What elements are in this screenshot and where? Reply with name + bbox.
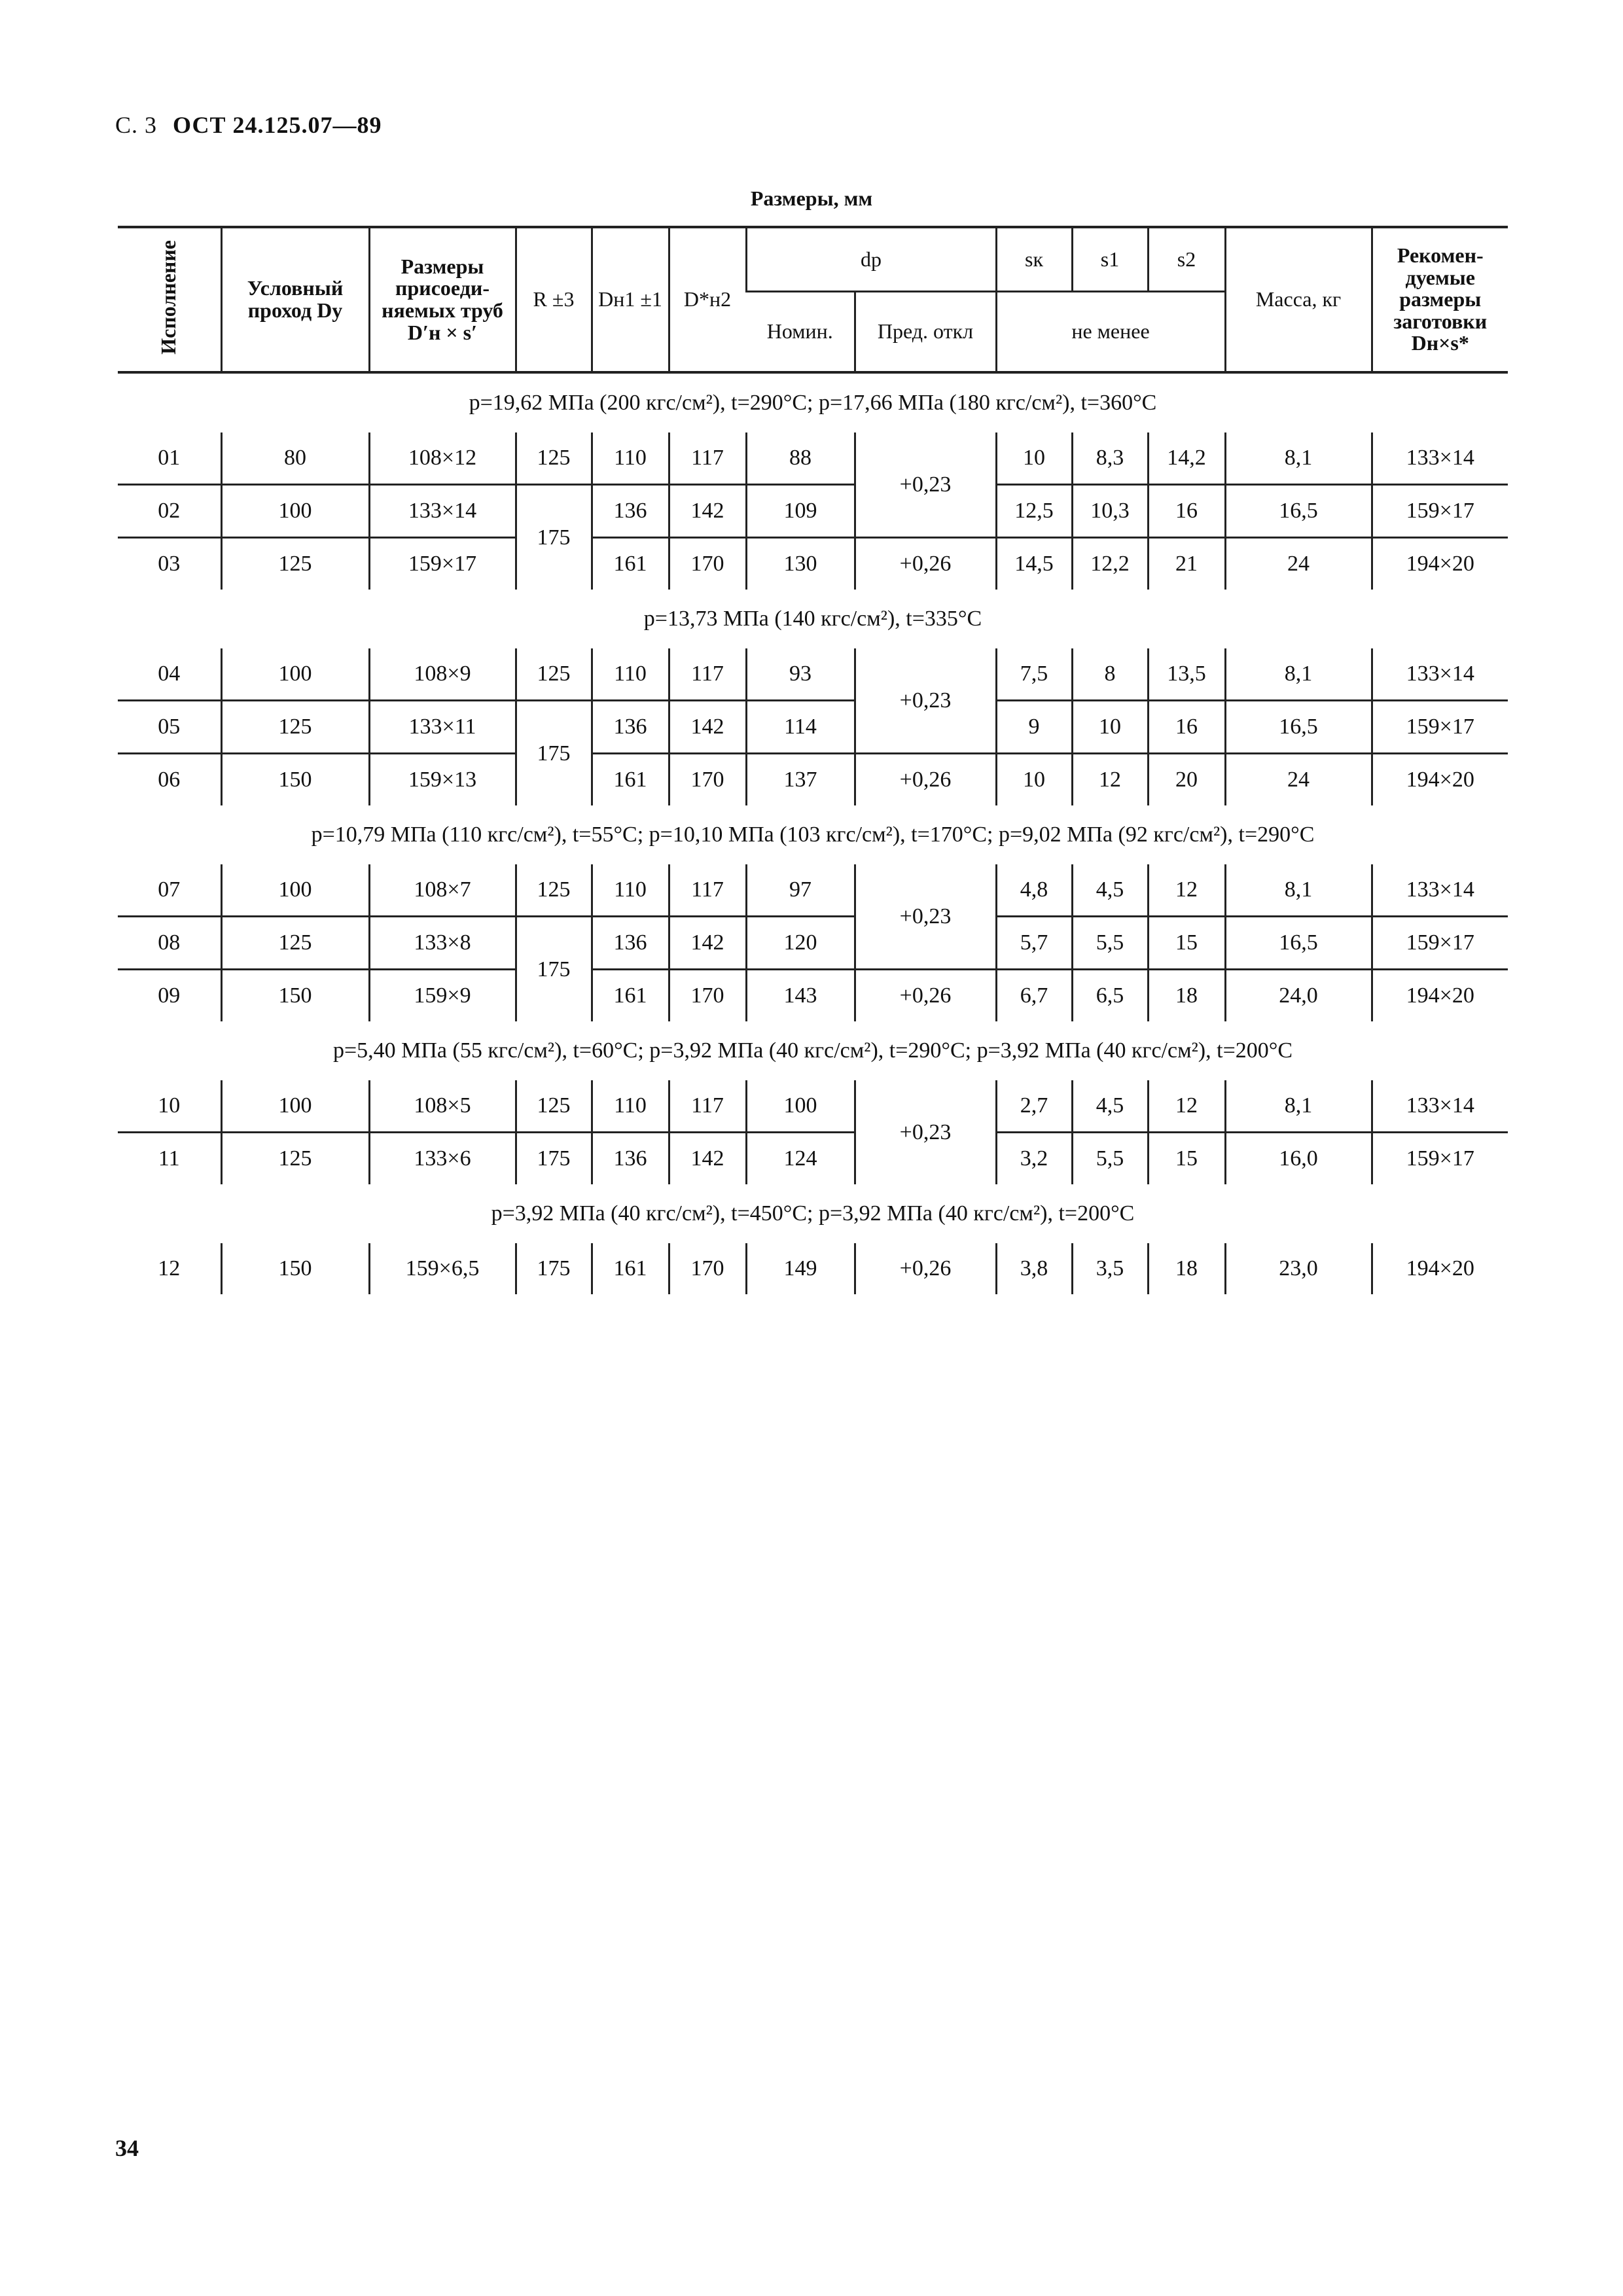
table-row xyxy=(118,485,1508,538)
cell-id: 04 xyxy=(158,662,181,686)
cell-dp: 93 xyxy=(746,648,855,701)
cell-pipe: 133×8 xyxy=(369,917,516,970)
cell-blank: 194×20 xyxy=(1372,970,1508,1022)
cell-s1: 12 xyxy=(1072,754,1148,806)
cell-s2: 12 xyxy=(1148,864,1225,917)
table-row xyxy=(118,864,1508,917)
cell-pipe: 133×6 xyxy=(369,1133,516,1185)
condition-text: p=13,73 МПа (140 кгс/см²), t=335°C xyxy=(643,607,982,631)
cell-r: 125 xyxy=(516,1080,592,1133)
cell-dn2: 170 xyxy=(669,1243,746,1294)
col-s2: s2 xyxy=(1148,227,1225,292)
cell-dy: 100 xyxy=(221,485,369,538)
col-s1: s1 xyxy=(1072,227,1148,292)
condition-text: p=19,62 МПа (200 кгс/см²), t=290°C; p=17,66 МПа (180 кгс/см²), t=360°C xyxy=(469,391,1157,415)
cell-id: 05 xyxy=(118,701,221,754)
cell-pipe: 133×14 xyxy=(369,485,516,538)
col-dp: dр xyxy=(746,227,996,292)
cell-mass: 8,1 xyxy=(1225,648,1372,701)
cell-blank: 159×17 xyxy=(1372,485,1508,538)
col-r: R ±3 xyxy=(516,227,592,372)
cell-sk: 3,8 xyxy=(996,1243,1072,1294)
cell-dn1: 136 xyxy=(592,485,669,538)
cell-s2: 13,5 xyxy=(1148,648,1225,701)
cell-s2: 18 xyxy=(1148,1243,1225,1294)
cell-pipe: 159×9 xyxy=(369,970,516,1022)
cell-pipe: 159×13 xyxy=(369,754,516,806)
cell-pipe: 159×17 xyxy=(369,538,516,590)
cell-id: 08 xyxy=(118,917,221,970)
cell-dp: 137 xyxy=(746,754,855,806)
cell-sk: 10 xyxy=(996,754,1072,806)
cell-dp: 100 xyxy=(746,1080,855,1133)
cell-s1: 5,5 xyxy=(1072,1133,1148,1185)
cell-s2: 14,2 xyxy=(1148,433,1225,485)
cell-dn2: 142 xyxy=(669,1133,746,1185)
cell-mass: 8,1 xyxy=(1225,864,1372,917)
cell-dn2: 142 xyxy=(669,485,746,538)
page-header xyxy=(115,111,382,139)
table-row xyxy=(118,1243,1508,1294)
table-row xyxy=(118,754,1508,806)
cell-r: 175 xyxy=(516,1243,592,1294)
cell-dy: 125 xyxy=(221,701,369,754)
condition-row xyxy=(118,372,1508,433)
col-s-note: не менее xyxy=(996,292,1225,373)
cell-mass: 23,0 xyxy=(1225,1243,1372,1294)
cell-s1: 4,5 xyxy=(1072,864,1148,917)
cell-id: 12 xyxy=(158,1256,181,1280)
col-dp-nom: Номин. xyxy=(746,292,855,373)
cell-r: 125 xyxy=(516,433,592,485)
col-pipes: Размеры присоеди-няемых труб D′н × s′ xyxy=(369,227,516,372)
cell-id: 09 xyxy=(118,970,221,1022)
cell-sk: 6,7 xyxy=(996,970,1072,1022)
col-dy: Условный проход Dу xyxy=(221,227,369,372)
cell-dn2: 117 xyxy=(669,433,746,485)
cell-sk: 3,2 xyxy=(996,1133,1072,1185)
cell-sk: 2,7 xyxy=(996,1080,1072,1133)
cell-mass: 24 xyxy=(1225,754,1372,806)
col-dp-tol: Пред. откл xyxy=(855,292,996,373)
cell-dn1: 136 xyxy=(592,701,669,754)
cell-r: 175 xyxy=(516,485,592,590)
cell-dn1: 161 xyxy=(592,754,669,806)
cell-tol: +0,23 xyxy=(855,648,996,754)
cell-tol: +0,26 xyxy=(855,754,996,806)
cell-s1: 3,5 xyxy=(1072,1243,1148,1294)
condition-row xyxy=(118,590,1508,648)
cell-dy: 150 xyxy=(221,1243,369,1294)
cell-mass: 16,5 xyxy=(1225,917,1372,970)
cell-blank: 133×14 xyxy=(1372,433,1508,485)
cell-dp: 120 xyxy=(746,917,855,970)
condition-text: p=10,79 МПа (110 кгс/см²), t=55°C; p=10,10 МПа (103 кгс/см²), t=170°C; p=9,02 МПа (92 кгс/см²), t=290°C xyxy=(311,822,1315,847)
cell-s2: 21 xyxy=(1148,538,1225,590)
cell-dp: 149 xyxy=(746,1243,855,1294)
cell-pipe: 159×6,5 xyxy=(369,1243,516,1294)
cell-sk: 4,8 xyxy=(996,864,1072,917)
cell-tol: +0,26 xyxy=(855,538,996,590)
condition-text: p=3,92 МПа (40 кгс/см²), t=450°C; p=3,92 МПа (40 кгс/см²), t=200°C xyxy=(491,1201,1135,1226)
cell-id: 03 xyxy=(118,538,221,590)
cell-mass: 8,1 xyxy=(1225,1080,1372,1133)
cell-s2: 16 xyxy=(1148,485,1225,538)
cell-dn2: 170 xyxy=(669,538,746,590)
cell-id: 01 xyxy=(158,446,181,470)
cell-dn2: 117 xyxy=(669,864,746,917)
cell-blank: 133×14 xyxy=(1372,864,1508,917)
cell-s1: 4,5 xyxy=(1072,1080,1148,1133)
cell-tol: +0,23 xyxy=(855,433,996,538)
cell-sk: 5,7 xyxy=(996,917,1072,970)
cell-id: 11 xyxy=(118,1133,221,1185)
standard-code: ОСТ 24.125.07—89 xyxy=(173,112,382,138)
cell-s2: 15 xyxy=(1148,1133,1225,1185)
cell-dy: 125 xyxy=(221,538,369,590)
cell-dy: 100 xyxy=(221,648,369,701)
cell-sk: 10 xyxy=(996,433,1072,485)
cell-dy: 150 xyxy=(221,754,369,806)
cell-mass: 24 xyxy=(1225,538,1372,590)
cell-r: 125 xyxy=(516,648,592,701)
cell-s1: 5,5 xyxy=(1072,917,1148,970)
cell-dp: 88 xyxy=(746,433,855,485)
col-dn1: Dн1 ±1 xyxy=(592,227,669,372)
cell-mass: 24,0 xyxy=(1225,970,1372,1022)
cell-dp: 124 xyxy=(746,1133,855,1185)
cell-dn2: 170 xyxy=(669,970,746,1022)
cell-dn1: 110 xyxy=(592,648,669,701)
cell-tol: +0,23 xyxy=(855,864,996,970)
table-row xyxy=(118,538,1508,590)
col-dn2: D*н2 xyxy=(669,227,746,372)
cell-tol: +0,23 xyxy=(855,1080,996,1184)
table-row xyxy=(118,917,1508,970)
cell-dy: 125 xyxy=(221,1133,369,1185)
cell-dn1: 136 xyxy=(592,917,669,970)
cell-s1: 8 xyxy=(1072,648,1148,701)
cell-pipe: 133×11 xyxy=(369,701,516,754)
cell-blank: 194×20 xyxy=(1372,754,1508,806)
cell-pipe: 108×12 xyxy=(369,433,516,485)
cell-dy: 150 xyxy=(221,970,369,1022)
cell-sk: 7,5 xyxy=(996,648,1072,701)
col-blank: Рекомен-дуемые размеры заготовки Dн×s* xyxy=(1372,227,1508,372)
cell-mass: 16,5 xyxy=(1225,485,1372,538)
cell-dy: 80 xyxy=(221,433,369,485)
cell-dn1: 136 xyxy=(592,1133,669,1185)
cell-blank: 194×20 xyxy=(1372,538,1508,590)
col-mass: Масса, кг xyxy=(1225,227,1372,372)
cell-dn1: 110 xyxy=(592,864,669,917)
cell-r: 175 xyxy=(516,1133,592,1185)
cell-pipe: 108×9 xyxy=(369,648,516,701)
page-number: 34 xyxy=(115,2135,139,2161)
cell-s1: 12,2 xyxy=(1072,538,1148,590)
cell-blank: 133×14 xyxy=(1372,1080,1508,1133)
cell-dp: 143 xyxy=(746,970,855,1022)
cell-blank: 159×17 xyxy=(1372,701,1508,754)
table-row xyxy=(118,1133,1508,1185)
cell-blank: 133×14 xyxy=(1372,648,1508,701)
cell-blank: 159×17 xyxy=(1372,917,1508,970)
page-label: С. 3 xyxy=(115,112,158,138)
cell-dy: 100 xyxy=(221,1080,369,1133)
table-row xyxy=(118,1080,1508,1133)
cell-mass: 8,1 xyxy=(1225,433,1372,485)
cell-s2: 18 xyxy=(1148,970,1225,1022)
cell-dy: 100 xyxy=(221,864,369,917)
cell-id: 10 xyxy=(158,1093,181,1118)
cell-blank: 194×20 xyxy=(1372,1243,1508,1294)
cell-dn1: 161 xyxy=(592,970,669,1022)
units-caption: Размеры, мм xyxy=(750,186,873,210)
cell-dp: 109 xyxy=(746,485,855,538)
cell-s2: 20 xyxy=(1148,754,1225,806)
cell-mass: 16,0 xyxy=(1225,1133,1372,1185)
cell-sk: 9 xyxy=(996,701,1072,754)
cell-sk: 12,5 xyxy=(996,485,1072,538)
cell-s1: 10 xyxy=(1072,701,1148,754)
cell-sk: 14,5 xyxy=(996,538,1072,590)
table-row xyxy=(118,648,1508,701)
cell-id: 06 xyxy=(118,754,221,806)
cell-s2: 15 xyxy=(1148,917,1225,970)
cell-s2: 12 xyxy=(1148,1080,1225,1133)
cell-dn2: 170 xyxy=(669,754,746,806)
cell-blank: 159×17 xyxy=(1372,1133,1508,1185)
col-ispolnenie: Исполнение xyxy=(118,227,221,372)
cell-s2: 16 xyxy=(1148,701,1225,754)
cell-dp: 114 xyxy=(746,701,855,754)
cell-s1: 6,5 xyxy=(1072,970,1148,1022)
cell-id: 02 xyxy=(118,485,221,538)
cell-tol: +0,26 xyxy=(855,970,996,1022)
cell-dn2: 142 xyxy=(669,701,746,754)
cell-r: 175 xyxy=(516,701,592,806)
cell-dp: 130 xyxy=(746,538,855,590)
cell-s1: 10,3 xyxy=(1072,485,1148,538)
cell-r: 125 xyxy=(516,864,592,917)
cell-r: 175 xyxy=(516,917,592,1022)
table-row xyxy=(118,433,1508,485)
condition-text: p=5,40 МПа (55 кгс/см²), t=60°C; p=3,92 МПа (40 кгс/см²), t=290°C; p=3,92 МПа (40 кгс/см²), t=200°C xyxy=(332,1038,1293,1063)
table-row xyxy=(118,701,1508,754)
condition-row xyxy=(118,805,1508,864)
cell-dy: 125 xyxy=(221,917,369,970)
cell-dn2: 117 xyxy=(669,1080,746,1133)
cell-dn2: 142 xyxy=(669,917,746,970)
dimensions-table xyxy=(118,226,1508,1294)
cell-tol: +0,26 xyxy=(855,1243,996,1294)
cell-id: 07 xyxy=(158,877,181,902)
cell-dn1: 161 xyxy=(592,538,669,590)
cell-pipe: 108×7 xyxy=(369,864,516,917)
cell-mass: 16,5 xyxy=(1225,701,1372,754)
cell-dp: 97 xyxy=(746,864,855,917)
cell-dn1: 110 xyxy=(592,433,669,485)
condition-row xyxy=(118,1184,1508,1243)
cell-dn2: 117 xyxy=(669,648,746,701)
table-body xyxy=(118,372,1508,1294)
table-row xyxy=(118,970,1508,1022)
cell-dn1: 161 xyxy=(592,1243,669,1294)
col-sk: sк xyxy=(996,227,1072,292)
cell-dn1: 110 xyxy=(592,1080,669,1133)
condition-row xyxy=(118,1021,1508,1080)
cell-s1: 8,3 xyxy=(1072,433,1148,485)
cell-pipe: 108×5 xyxy=(369,1080,516,1133)
